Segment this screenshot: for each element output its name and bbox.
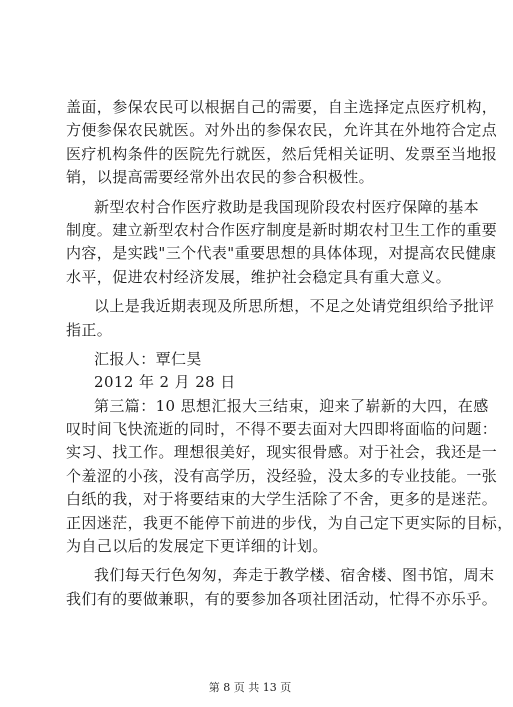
text-line: 我们每天行色匆匆，奔走于教学楼、宿舍楼、图书馆，周末 bbox=[94, 566, 495, 585]
paragraph bbox=[66, 564, 498, 611]
text-line: 医疗机构条件的医院先行就医，然后凭相关证明、发票至当地报 bbox=[66, 144, 498, 163]
text-line: 我们有的要做兼职，有的要参加各项社团活动，忙得不亦乐乎。 bbox=[66, 589, 498, 608]
text-line: 盖面，参保农民可以根据自己的需要，自主选择定点医疗机构， bbox=[66, 98, 498, 116]
text-line: 叹时间飞快流逝的同时，不得不要去面对大四即将面临的问题： bbox=[66, 420, 498, 439]
text-line: 个羞涩的小孩，没有高学历，没经验，没太多的专业技能。一张 bbox=[66, 466, 498, 485]
paragraph bbox=[66, 96, 498, 190]
document-body bbox=[66, 96, 513, 611]
page-number-label: 第 8 页 共 13 页 bbox=[208, 681, 292, 694]
text-line: 水平，促进农村经济发展，维护社会稳定具有重大意义。 bbox=[66, 267, 452, 286]
text-line: 第三篇：10 思想汇报大三结束，迎来了崭新的大四，在感 bbox=[94, 396, 489, 415]
text-line: 方便参保农民就医。对外出的参保农民，允许其在外地符合定点 bbox=[66, 121, 498, 140]
text-line: 销，以提高需要经常外出农民的参合积极性。 bbox=[66, 168, 375, 187]
reporter-signature bbox=[66, 348, 452, 371]
text-line: 新型农村合作医疗救助是我国现阶段农村医疗保障的基本 bbox=[94, 197, 480, 216]
text-line: 为自己以后的发展定下更详细的计划。 bbox=[66, 537, 328, 556]
text-line: 指正。 bbox=[66, 320, 113, 339]
text-line: 正因迷茫，我更不能停下前进的步伐，为自己定下更实际的目标， bbox=[66, 513, 513, 532]
text-line: 白纸的我，对于将要结束的大学生活除了不舍，更多的是迷茫。 bbox=[66, 490, 498, 509]
paragraph bbox=[66, 196, 498, 290]
reporter-line: 汇报人：覃仁昊 bbox=[94, 349, 202, 368]
text-line: 制度。建立新型农村合作医疗制度是新时期农村卫生工作的重要 bbox=[66, 220, 498, 239]
date-line: 2012 年 2 月 28 日 bbox=[94, 373, 236, 392]
text-line: 实习、找工作。理想很美好，现实很骨感。对于社会，我还是一 bbox=[66, 443, 498, 462]
text-line: 以上是我近期表现及所思所想，不足之处请党组织给予批评 bbox=[94, 297, 495, 316]
page-footer bbox=[0, 679, 500, 695]
text-line: 内容，是实践"三个代表"重要思想的具体体现，对提高农民健康 bbox=[66, 244, 497, 263]
report-date bbox=[66, 371, 452, 394]
paragraph bbox=[66, 295, 495, 342]
paragraph bbox=[66, 395, 513, 559]
